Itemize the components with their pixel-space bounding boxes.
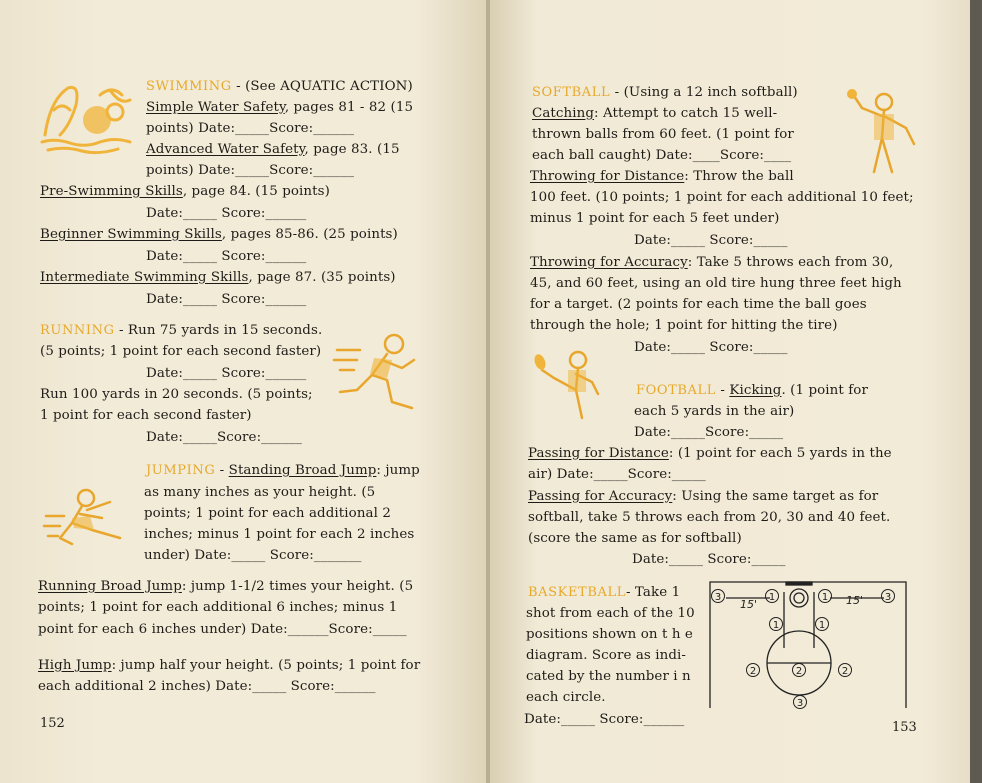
running-heading: RUNNING [40, 323, 115, 338]
running-score-2: Date:_____Score:______ [146, 430, 302, 445]
page-number-right: 153 [892, 720, 917, 735]
kicking-score: Date:_____Score:_____ [634, 425, 784, 440]
position-marker: 2 [795, 666, 803, 677]
distance-label-right: 15' [846, 594, 864, 607]
throwing-accuracy-text: : Take 5 throws each from 30, [687, 255, 894, 270]
catching-score: each ball caught) Date:____Score:____ [532, 148, 792, 163]
book-edge-shadow [970, 0, 982, 783]
standing-jump-score: under) Date:_____ Score:_______ [144, 548, 362, 563]
passing-accuracy-line: softball, take 5 throws each from 20, 30 and 40 feet. [528, 510, 891, 525]
pre-swimming-score: Date:_____ Score:______ [146, 206, 307, 221]
simple-water-safety-score: points) Date:_____Score:______ [146, 121, 355, 136]
running-broad-jump-title: Running Broad Jump [38, 579, 182, 594]
softball-note: - (Using a 12 inch softball) [610, 85, 798, 100]
running-line4: Run 100 yards in 20 seconds. (5 points; [40, 387, 313, 402]
basketball-line: - Take 1 [625, 585, 681, 600]
basketball-line: shot from each of the 10 [526, 606, 695, 621]
standing-jump-line: inches; minus 1 point for each 2 inches [144, 527, 415, 542]
runner-illustration [332, 330, 427, 415]
throwing-accuracy-line: through the hole; 1 point for hitting the tire) [530, 318, 838, 333]
catching-title: Catching [532, 106, 595, 121]
basketball-line: positions shown on t h e [526, 627, 693, 642]
passing-accuracy-text: : Using the same target as for [672, 489, 879, 504]
high-jump-title: High Jump [38, 658, 112, 673]
distance-label-left: 15' [740, 598, 758, 611]
position-marker: 1 [768, 592, 776, 603]
position-marker: 1 [818, 620, 826, 631]
intermediate-swimming-title: Intermediate Swimming Skills [40, 270, 249, 285]
advanced-water-safety-text: , page 83. (15 [304, 142, 400, 157]
passing-accuracy-title: Passing for Accuracy [528, 489, 673, 504]
standing-jump-line: points; 1 point for each additional 2 [144, 506, 391, 521]
intermediate-swimming-score: Date:_____ Score:______ [146, 292, 307, 307]
jumping-dash: - [215, 463, 229, 478]
running-line2: (5 points; 1 point for each second faster) [40, 344, 322, 359]
beginner-swimming-score: Date:_____ Score:______ [146, 249, 307, 264]
running-score-1: Date:_____ Score:______ [146, 366, 307, 381]
beginner-swimming-title: Beginner Swimming Skills [40, 227, 222, 242]
football-dash: - [716, 383, 730, 398]
position-marker: 2 [749, 666, 757, 677]
running-jump-line: points; 1 point for each additional 6 inches; minus 1 [38, 600, 398, 615]
standing-broad-jump-text: : jump [376, 463, 420, 478]
position-marker: 2 [841, 666, 849, 677]
passing-distance-text: : (1 point for each 5 yards in the [668, 446, 892, 461]
football-heading: FOOTBALL [636, 383, 717, 398]
pre-swimming-title: Pre-Swimming Skills [40, 184, 183, 199]
page-number-left: 152 [40, 716, 65, 731]
pre-swimming-text: , page 84. (15 points) [182, 184, 330, 199]
throwing-accuracy-score: Date:_____ Score:_____ [634, 340, 788, 355]
position-marker: 3 [884, 592, 892, 603]
passing-accuracy-line: (score the same as for softball) [528, 531, 742, 546]
running-jump-score: point for each 6 inches under) Date:______Score:_____ [38, 622, 407, 637]
passing-distance-title: Passing for Distance [528, 446, 669, 461]
throwing-accuracy-line: 45, and 60 feet, using an old tire hung three feet high [530, 276, 902, 291]
position-marker: 3 [714, 592, 722, 603]
position-marker: 1 [821, 592, 829, 603]
standing-jump-line: as many inches as your height. (5 [144, 485, 376, 500]
kicking-text: . (1 point for [781, 383, 868, 398]
jumper-illustration [42, 488, 132, 550]
kicking-title: Kicking [729, 383, 782, 398]
catching-line: thrown balls from 60 feet. (1 point for [532, 127, 794, 142]
throwing-distance-score: Date:_____ Score:_____ [634, 233, 788, 248]
swimming-heading: SWIMMING [146, 79, 232, 94]
throwing-distance-title: Throwing for Distance [530, 169, 685, 184]
throwing-distance-line: 100 feet. (10 points; 1 point for each additional 10 feet; [530, 190, 914, 205]
basketball-line: each circle. [526, 690, 606, 705]
standing-broad-jump-title: Standing Broad Jump [228, 463, 377, 478]
basketball-line: cated by the number i n [526, 669, 691, 684]
running-line5: 1 point for each second faster) [40, 408, 252, 423]
position-marker: 1 [772, 620, 780, 631]
high-jump-score: each additional 2 inches) Date:_____ Score:______ [38, 679, 376, 694]
throwing-accuracy-title: Throwing for Accuracy [530, 255, 688, 270]
throwing-accuracy-line: for a target. (2 points for each time the ball goes [530, 297, 867, 312]
running-line1: - Run 75 yards in 15 seconds. [114, 323, 323, 338]
throwing-distance-text: : Throw the ball [684, 169, 794, 184]
simple-water-safety-text: , pages 81 - 82 (15 [284, 100, 414, 115]
intermediate-swimming-text: , page 87. (35 points) [248, 270, 396, 285]
basketball-score: Date:_____ Score:______ [524, 712, 685, 727]
jumping-heading: JUMPING [146, 463, 216, 478]
advanced-water-safety-title: Advanced Water Safety [146, 142, 305, 157]
catching-text: : Attempt to catch 15 well- [594, 106, 778, 121]
beginner-swimming-text: , pages 85-86. (25 points) [221, 227, 398, 242]
kicking-line: each 5 yards in the air) [634, 404, 795, 419]
running-broad-jump-text: : jump 1-1/2 times your height. (5 [181, 579, 414, 594]
left-page [0, 0, 488, 783]
swimmer-illustration [40, 80, 135, 160]
simple-water-safety-title: Simple Water Safety [146, 100, 285, 115]
basket-rim [790, 589, 808, 607]
basketball-heading: BASKETBALL [528, 585, 626, 600]
football-kicker-illustration [532, 348, 612, 423]
advanced-water-safety-score: points) Date:_____Score:______ [146, 163, 355, 178]
right-page [490, 0, 970, 783]
throwing-distance-line: minus 1 point for each 5 feet under) [530, 211, 780, 226]
high-jump-text: : jump half your height. (5 points; 1 point for [111, 658, 421, 673]
passing-accuracy-score: Date:_____ Score:_____ [632, 552, 786, 567]
basketball-court-diagram [708, 578, 908, 710]
position-marker: 3 [796, 698, 804, 709]
swimming-note: - (See AQUATIC ACTION) [231, 79, 413, 94]
passing-distance-score: air) Date:_____Score:_____ [528, 467, 706, 482]
softball-player-illustration [842, 88, 922, 178]
basketball-line: diagram. Score as indi- [526, 648, 687, 663]
softball-heading: SOFTBALL [532, 85, 611, 100]
